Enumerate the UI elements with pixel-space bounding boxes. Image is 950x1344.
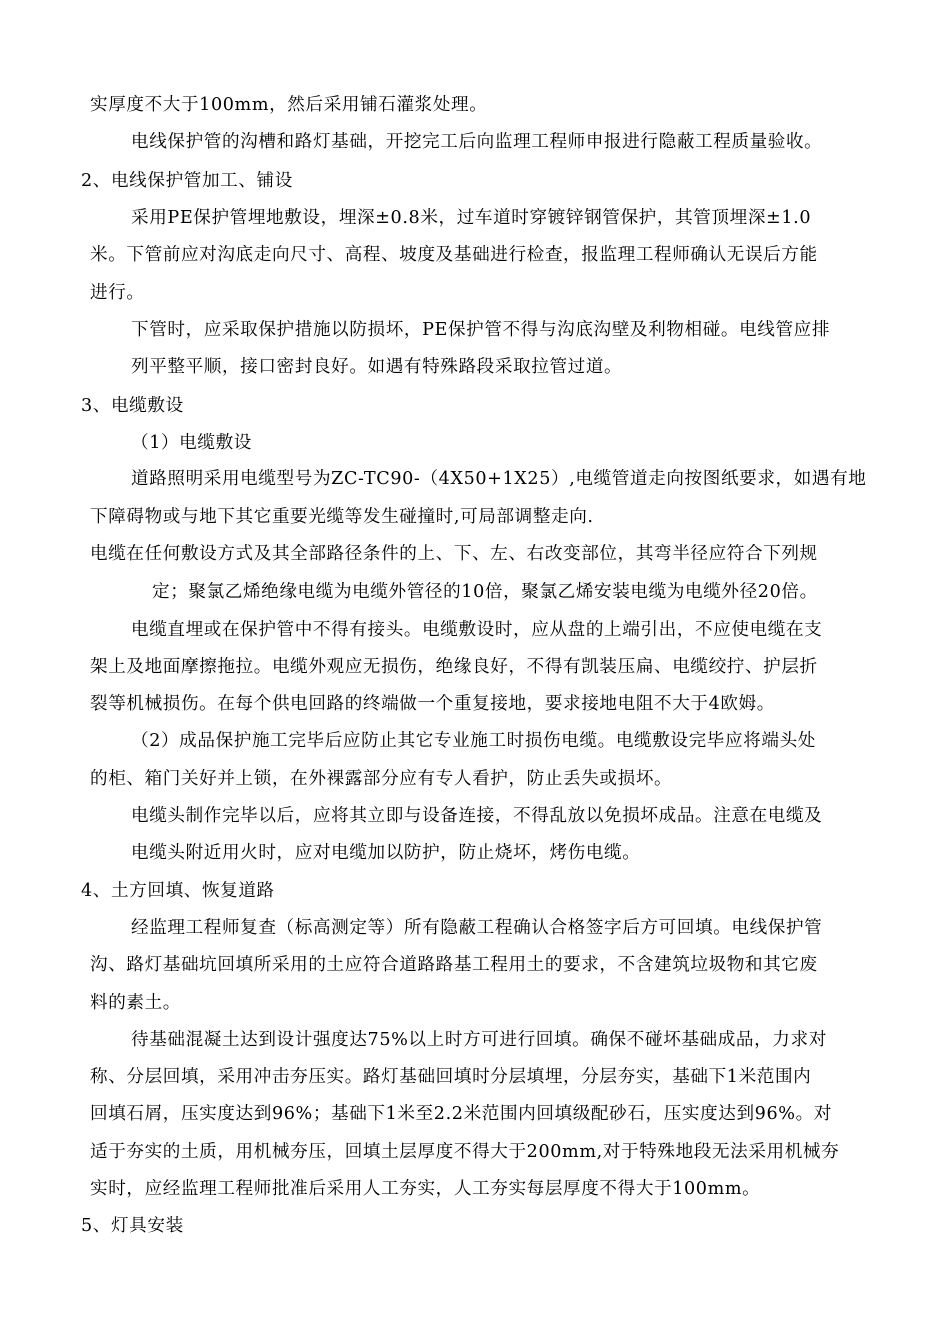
text-line: 适于夯实的土质，用机械夯压，回填土层厚度不得大于200mm,对于特殊地段无法采用机械夯 xyxy=(90,1142,840,1162)
text-line: 电缆直埋或在保护管中不得有接头。电缆敷设时，应从盘的上端引出，不应使电缆在支 xyxy=(131,620,823,640)
text-line: 列平整平顺，接口密封良好。如遇有特殊路段采取拉管过道。 xyxy=(131,357,623,377)
text-line: 回填石屑，压实度达到96%；基础下1米至2.2米范围内回填级配砂石，压实度达到96%。对 xyxy=(90,1104,832,1124)
text-line: 采用PE保护管埋地敷设，埋深±0.8米，过车道时穿镀锌钢管保护，其管顶埋深±1.0 xyxy=(131,208,812,228)
text-line: 裂等机械损伤。在每个供电回路的终端做一个重复接地，要求接地电阻不大于4欧姆。 xyxy=(90,694,775,714)
subsection-heading: （1）电缆敷设 xyxy=(131,433,252,453)
text-line: 电缆在任何敷设方式及其全部路径条件的上、下、左、右改变部位，其弯半径应符合下列规 xyxy=(90,544,818,564)
text-line: 电缆头制作完毕以后，应将其立即与设备连接，不得乱放以免损坏成品。注意在电缆及 xyxy=(131,806,823,826)
text-line: 电线保护管的沟槽和路灯基础，开挖完工后向监理工程师申报进行隐蔽工程质量验收。 xyxy=(131,132,823,152)
text-line: 实厚度不大于100mm，然后采用铺石灌浆处理。 xyxy=(90,95,488,115)
text-line: 称、分层回填，采用冲击夯压实。路灯基础回填时分层填埋，分层夯实，基础下1米范围内 xyxy=(90,1067,812,1087)
section-heading: 4、土方回填、恢复道路 xyxy=(81,881,275,901)
section-heading: 2、电线保护管加工、铺设 xyxy=(81,171,293,191)
text-line: 沟、路灯基础坑回填所采用的土应符合道路路基工程用土的要求，不含建筑垃圾物和其它废 xyxy=(90,955,818,975)
text-line: 料的素土。 xyxy=(90,993,181,1013)
text-line: 电缆头附近用火时，应对电缆加以防护，防止烧坏，烤伤电缆。 xyxy=(131,843,641,863)
text-line: 定；聚氯乙烯绝缘电缆为电缆外管径的10倍，聚氯乙烯安装电缆为电缆外径20倍。 xyxy=(152,582,818,602)
text-line: 经监理工程师复查（标高测定等）所有隐蔽工程确认合格签字后方可回填。电线保护管 xyxy=(131,918,823,938)
text-line: 实时，应经监理工程师批准后采用人工夯实，人工夯实每层厚度不得大于100mm。 xyxy=(90,1179,761,1199)
section-heading: 5、灯具安装 xyxy=(81,1216,184,1236)
text-line: 架上及地面摩擦拖拉。电缆外观应无损伤，绝缘良好，不得有凯装压扁、电缆绞拧、护层折 xyxy=(90,657,818,677)
text-line: 道路照明采用电缆型号为ZC-TC90-（4X50+1X25）,电缆管道走向按图纸要求，如遇有地 xyxy=(131,469,867,489)
text-line: 下管时，应采取保护措施以防损坏，PE保护管不得与沟底沟壁及利物相碰。电线管应排 xyxy=(131,320,831,340)
text-line: 米。下管前应对沟底走向尺寸、高程、坡度及基础进行检查，报监理工程师确认无误后方能 xyxy=(90,245,818,265)
text-line: 的柜、箱门关好并上锁，在外裸露部分应有专人看护，防止丢失或损坏。 xyxy=(90,769,673,789)
text-line: 下障碍物或与地下其它重要光缆等发生碰撞时,可局部调整走向. xyxy=(90,507,594,527)
section-heading: 3、电缆敷设 xyxy=(81,396,184,416)
text-line: （2）成品保护施工完毕后应防止其它专业施工时损伤电缆。电缆敷设完毕应将端头处 xyxy=(131,731,816,751)
text-line: 待基础混凝土达到设计强度达75%以上时方可进行回填。确保不碰坏基础成品，力求对 xyxy=(131,1030,827,1050)
text-line: 进行。 xyxy=(90,283,145,303)
